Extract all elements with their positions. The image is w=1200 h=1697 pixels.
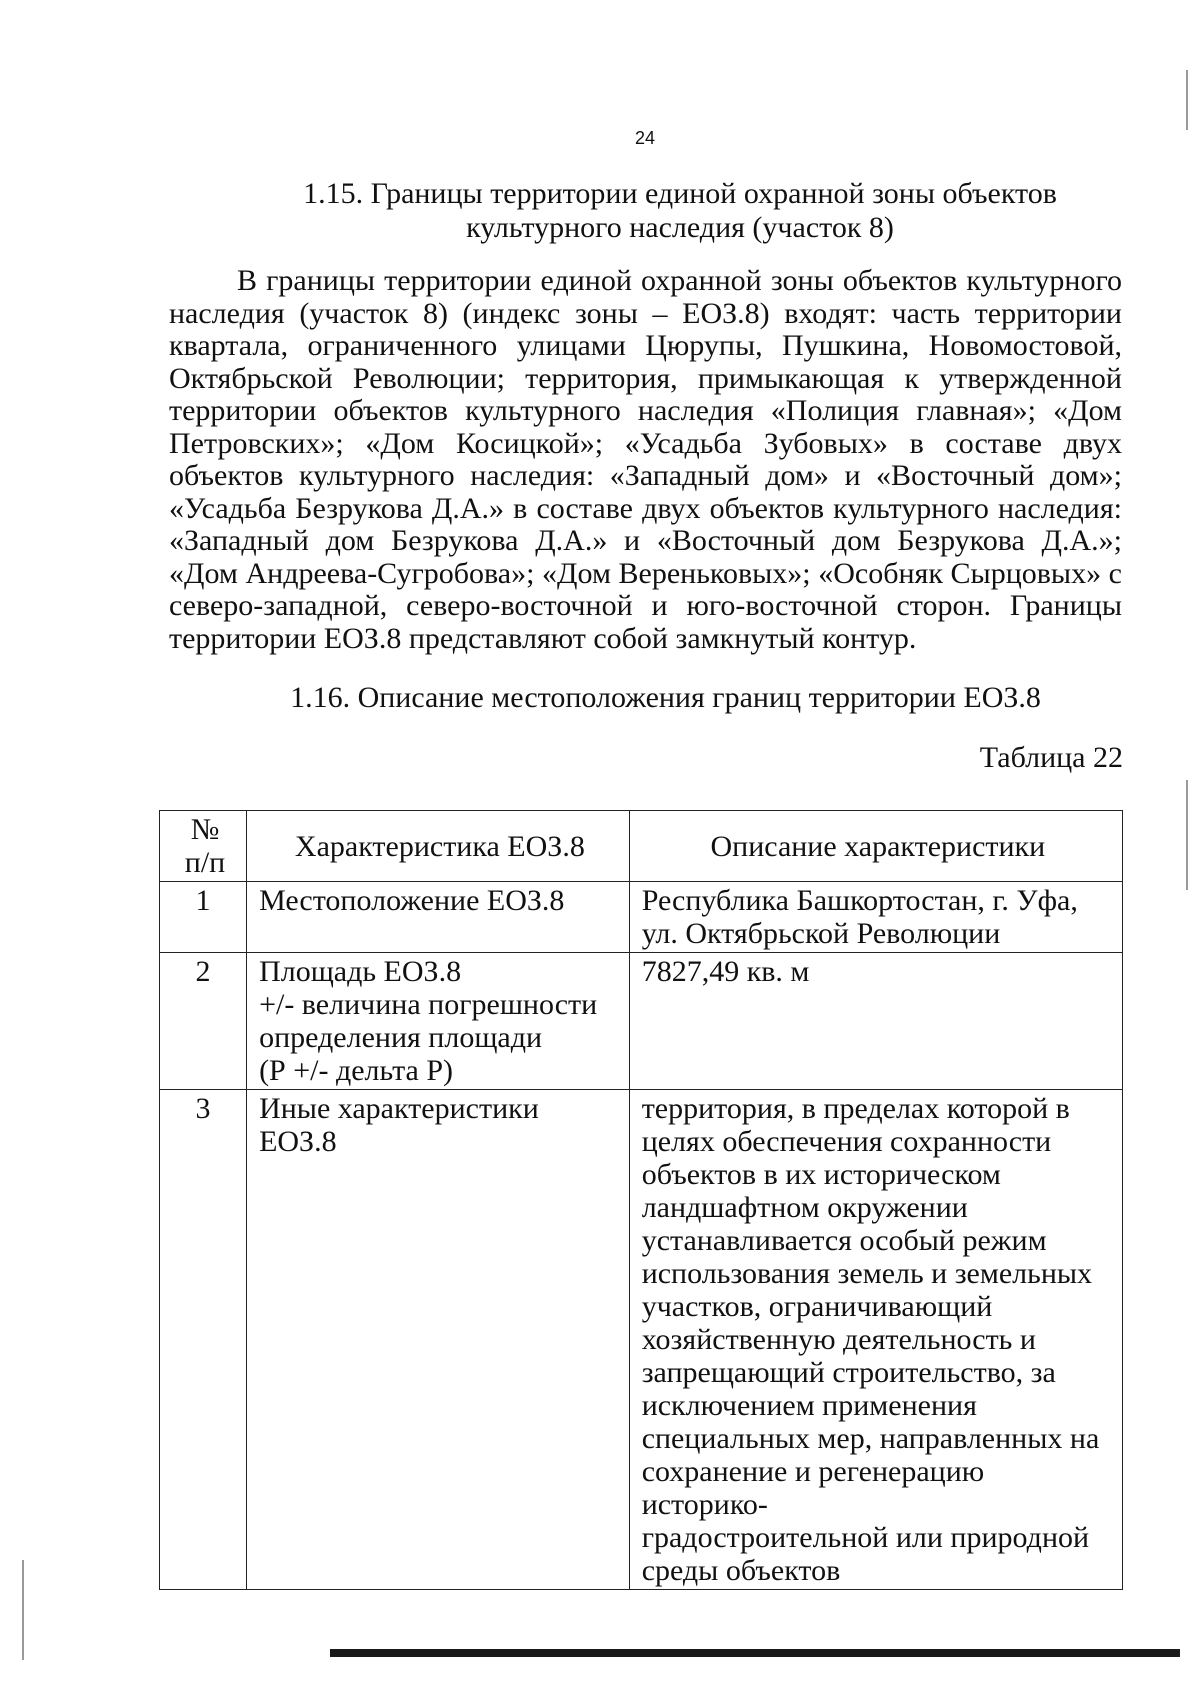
header-characteristic: Характеристика ЕОЗ.8 (247, 811, 630, 882)
row-description-line: целях обеспечения сохранности (641, 1125, 1052, 1158)
row-description-line: среды объектов (641, 1554, 841, 1587)
row-description-line: устанавливается особый режим (641, 1224, 1047, 1257)
row-number: 1 (160, 882, 247, 953)
row-description (629, 953, 1122, 1090)
row-characteristic-line: определения площади (259, 1021, 543, 1054)
row-characteristic-line: +/- величина погрешности (259, 988, 598, 1021)
scan-edge-line-right-lower (1186, 780, 1188, 890)
row-characteristic-line: Местоположение ЕОЗ.8 (259, 884, 565, 917)
subsection-heading: 1.16. Описание местоположения границ территории ЕОЗ.8 (290, 681, 1041, 714)
header-number-line1: № (190, 813, 220, 846)
row-characteristic-line: Площадь ЕОЗ.8 (259, 955, 462, 988)
row-characteristic (247, 1090, 630, 1590)
header-description: Описание характеристики (629, 811, 1122, 882)
row-description-line: ландшафтном окружении (641, 1191, 968, 1224)
characteristics-table (159, 810, 1123, 1590)
row-description-line: сохранение и регенерацию историко- (641, 1455, 985, 1521)
table-row (160, 1090, 1123, 1590)
row-number: 2 (160, 953, 247, 1090)
section-heading-line1: 1.15. Границы территории единой охранной зоны объектов (303, 177, 1057, 210)
row-number: 3 (160, 1090, 247, 1590)
row-characteristic-line: (Р +/- дельта Р) (259, 1054, 454, 1087)
table-caption: Таблица 22 (979, 741, 1123, 774)
row-description-line: исключением применения (641, 1389, 977, 1422)
row-description-line: градостроительной или природной (641, 1521, 1090, 1554)
scan-edge-line-right (1186, 70, 1188, 130)
page-number: 24 (634, 128, 656, 148)
row-description (629, 1090, 1122, 1590)
row-characteristic-line: Иные характеристики ЕОЗ.8 (259, 1092, 539, 1158)
row-description-line: запрещающий строительство, за (641, 1356, 1056, 1389)
scan-edge-line-left (22, 1560, 24, 1660)
row-description-line: участков, ограничивающий (641, 1290, 993, 1323)
table-header-row (160, 811, 1123, 882)
row-characteristic (247, 882, 630, 953)
scan-bottom-bar (330, 1649, 1180, 1657)
table-row (160, 882, 1123, 953)
table-row (160, 953, 1123, 1090)
row-characteristic (247, 953, 630, 1090)
row-description-line: хозяйственную деятельность и (641, 1323, 1036, 1356)
table-body (160, 882, 1123, 1590)
section-heading (230, 177, 1130, 245)
section-heading-line2: культурного наследия (участок 8) (466, 211, 894, 244)
row-description-line: объектов в их историческом (641, 1158, 1001, 1191)
row-description-line: Республика Башкортостан, г. Уфа, (641, 884, 1078, 917)
header-number-line2: п/п (184, 846, 226, 879)
row-description-line: 7827,49 кв. м (641, 955, 810, 988)
row-description (629, 882, 1122, 953)
header-number (160, 811, 247, 882)
section-paragraph: В границы территории единой охранной зоны объектов культурного наследия (участок 8) (индекс зоны – ЕОЗ.8) входят: часть территории квартала, ограниченного улицами Цюрупы, Пушкина, Новомостовой, Октябрьской Революции; территория, примыкающая к утвержденной территории объектов культурного наследия «Полиция главная»; «Дом Петровских»; «Дом Косицкой»; «Усадьба Зубовых» в составе двух объектов культурного наследия: «Западный дом» и «Восточный дом»; «Усадьба Безрукова Д.А.» в составе двух объектов культурного наследия: «Западный дом Безрукова Д.А.» и «Восточный дом Безрукова Д.А.»; «Дом Андреева-Сугробова»; «Дом Вереньковых»; «Особняк Сырцовых» с северо-западной, северо-восточной и юго-восточной сторон. Границы территории ЕОЗ.8 представляют собой замкнутый контур. (169, 264, 1122, 655)
row-description-line: специальных мер, направленных на (641, 1422, 1100, 1455)
row-description-line: территория, в пределах которой в (641, 1092, 1070, 1125)
row-description-line: ул. Октябрьской Революции (641, 917, 1001, 950)
row-description-line: использования земель и земельных (641, 1257, 1093, 1290)
